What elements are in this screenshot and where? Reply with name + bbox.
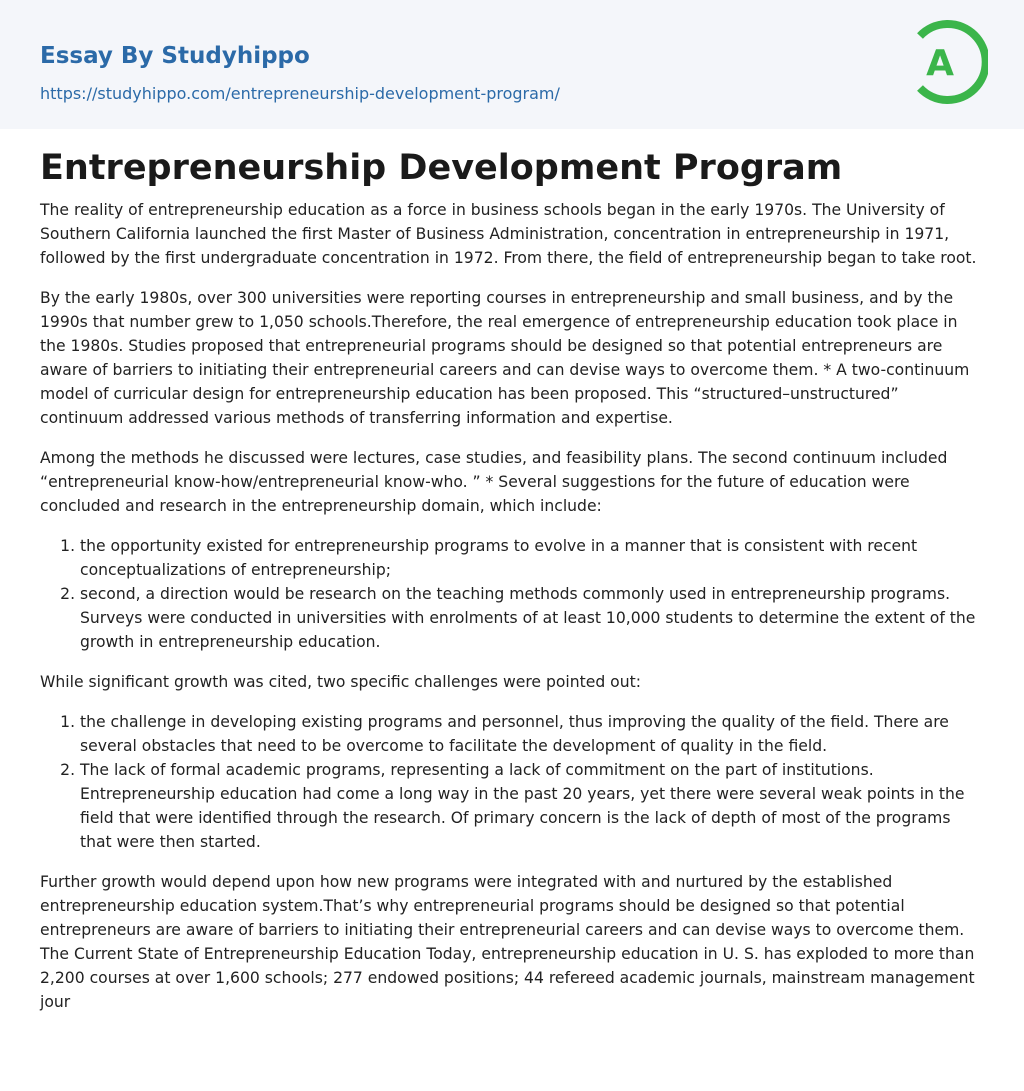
studyhippo-logo-icon[interactable]: [912, 18, 988, 106]
paragraph-5: Further growth would depend upon how new programs were integrated with and nurtured by the established entrepreneurship education system.That’s why entrepreneurial programs should be designed so that potential entrepreneurs are aware of barriers to initiating their entrepreneurial careers and can devise ways to overcome them. The Current State of Entrepreneurship Education Today, entrepreneurship education in U. S. has exploded to more than 2,200 courses at over 1,600 schools; 277 endowed positions; 44 refereed academic journals, mainstream management jour: [40, 873, 975, 1011]
paragraph-3: Among the methods he discussed were lectures, case studies, and feasibility plans. The second continuum included “entrepreneurial know-how/entrepreneurial know-who. ” * Several suggestions for the future of education were concluded and research in the entrepreneurship domain, which include:: [40, 449, 948, 515]
page-title: Entrepreneurship Development Program: [40, 148, 843, 188]
paragraph-1: The reality of entrepreneurship education as a force in business schools began in the early 1970s. The University of Southern California launched the first Master of Business Administration, concentration in entrepreneurship in 1971, followed by the first undergraduate concentration in 1972. From there, the field of entrepreneurship began to take root.: [40, 201, 977, 267]
logo-letter: A: [926, 43, 954, 84]
list-item: 1. the challenge in developing existing programs and personnel, thus improving the quality of the field. There are several obstacles that need to be overcome to facilitate the development of quality in the field.: [80, 710, 986, 758]
site-header: [0, 0, 1024, 129]
paragraph-4: While significant growth was cited, two specific challenges were pointed out:: [40, 673, 641, 691]
list-item: 2. The lack of formal academic programs, representing a lack of commitment on the part of institutions. Entrepreneurship education had come a long way in the past 20 years, yet there were several weak points in the field that were identified through the research. Of primary concern is the lack of depth of most of the programs that were then started.: [80, 758, 986, 854]
article-url-link[interactable]: https://studyhippo.com/entrepreneurship-development-program/: [40, 84, 560, 103]
site-brand[interactable]: Essay By Studyhippo: [40, 43, 310, 69]
paragraph-2: By the early 1980s, over 300 universities were reporting courses in entrepreneurship and small business, and by the 1990s that number grew to 1,050 schools.Therefore, the real emergence of entrepreneurship education took place in the 1980s. Studies proposed that entrepreneurial programs should be designed so that potential entrepreneurs are aware of barriers to initiating their entrepreneurial careers and can devise ways to overcome them. * A two-continuum model of curricular design for entrepreneurship education has been proposed. This “structured–unstructured” continuum addressed various methods of transferring information and expertise.: [40, 289, 970, 427]
challenges-list: [40, 710, 986, 854]
article-body: [40, 143, 986, 1030]
list-item: 2. second, a direction would be research on the teaching methods commonly used in entrepreneurship programs. Surveys were conducted in universities with enrolments of at least 10,000 students to determine the extent of the growth in entrepreneurship education.: [80, 582, 986, 654]
list-item: 1. the opportunity existed for entrepreneurship programs to evolve in a manner that is consistent with recent conceptualizations of entrepreneurship;: [80, 534, 986, 582]
suggestions-list: [40, 534, 986, 654]
